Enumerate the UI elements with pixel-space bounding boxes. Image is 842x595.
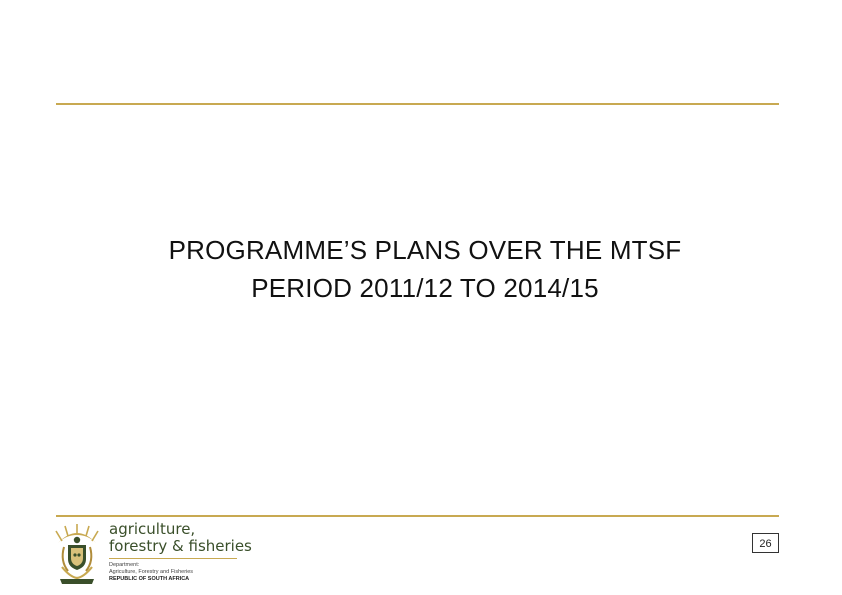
brand-line-1: agriculture, xyxy=(109,520,196,538)
logo-wordmark xyxy=(109,521,254,583)
dept-line-3: REPUBLIC OF SOUTH AFRICA xyxy=(109,576,190,582)
department-logo xyxy=(52,521,252,585)
dept-line-2: Agriculture, Forestry and Fisheries xyxy=(109,569,194,575)
slide-title-line-2: PERIOD 2011/12 TO 2014/15 xyxy=(251,273,599,303)
coat-of-arms-icon xyxy=(52,521,102,585)
slide-title xyxy=(60,231,790,307)
bottom-divider xyxy=(56,515,779,517)
slide-title-line-1: PROGRAMME’S PLANS OVER THE MTSF xyxy=(168,235,682,265)
logo-divider xyxy=(109,558,237,559)
brand-line-2: forestry & fisheries xyxy=(109,537,252,555)
top-divider xyxy=(56,103,779,105)
page-number-box: 26 xyxy=(752,533,779,553)
dept-line-1: Department: xyxy=(109,562,140,568)
